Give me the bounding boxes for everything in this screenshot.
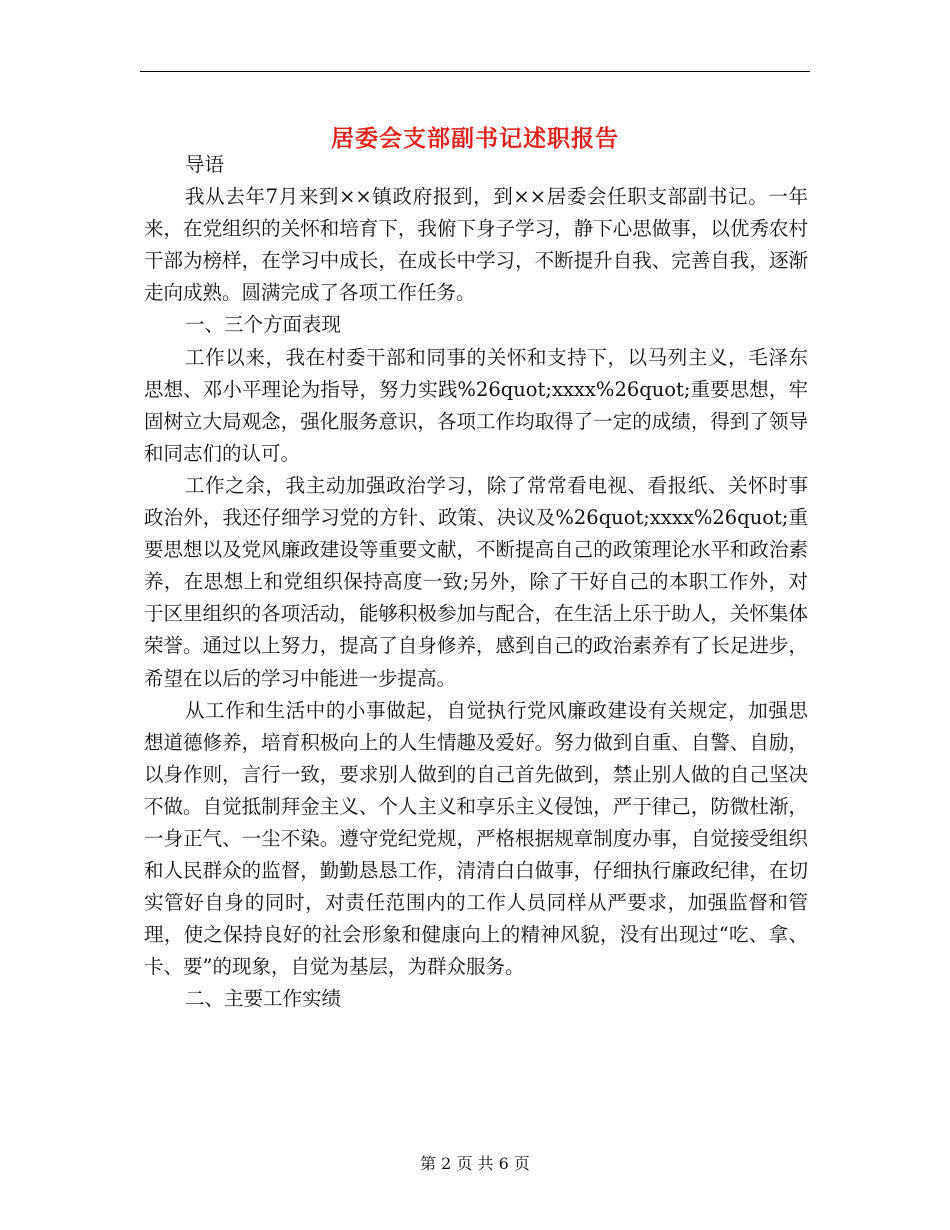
paragraph-integrity: 从工作和生活中的小事做起，自觉执行党风廉政建设有关规定，加强思想道德修养，培育积极向上的人生情趣及爱好。努力做到自重、自警、自励，以身作则，言行一致，要求别人做到的自己首先做到，禁止别人做的自己坚决不做。自觉抵制拜金主义、个人主义和享乐主义侵蚀，严于律己，防微杜渐，一身正气、一尘不染。遵守党纪党规，严格根据规章制度办事，自觉接受组织和人民群众的监督，勤勤恳恳工作，清清白白做事，仔细执行廉政纪律，在切实管好自身的同时，对责任范围内的工作人员同样从严要求，加强监督和管理，使之保持良好的社会形象和健康向上的精神风貌，没有出现过“吃、拿、卡、要”的现象，自觉为基层，为群众服务。 [144, 698, 808, 979]
paragraph-intro-label: 导语 [185, 153, 225, 176]
paragraph-work-guidance: 工作以来，我在村委干部和同事的关怀和支持下，以马列主义，毛泽东思想、邓小平理论为指导，努力实践%26quot;xxxx%26quot;重要思想，牢固树立大局观念，强化服务意识，各项工作均取得了一定的成绩，得到了领导和同志们的认可。 [144, 345, 808, 465]
page-number: 第 2 页 共 6 页 [420, 1154, 530, 1173]
paragraph-political-study: 工作之余，我主动加强政治学习，除了常常看电视、看报纸、关怀时事政治外，我还仔细学习党的方针、政策、决议及%26quot;xxxx%26quot;重要思想以及党风廉政建设等重要文献，不断提高自己的政策理论水平和政治素养，在思想上和党组织保持高度一致;另外，除了干好自己的本职工作外，对于区里组织的各项活动，能够积极参加与配合，在生活上乐于助人，关怀集体荣誉。通过以上努力，提高了自身修养，感到自己的政治素养有了长足进步，希望在以后的学习中能进一步提高。 [144, 473, 808, 690]
section-heading-1: 一、三个方面表现 [185, 313, 342, 337]
section-heading-2: 二、主要工作实绩 [185, 987, 342, 1011]
header-rule [140, 71, 810, 72]
document-title: 居委会支部副书记述职报告 [331, 125, 619, 153]
document-body [144, 149, 808, 1016]
paragraph-intro: 我从去年7月来到××镇政府报到，到××居委会任职支部副书记。一年来，在党组织的关怀和培育下，我俯下身子学习，静下心思做事，以优秀农村干部为榜样，在学习中成长，在成长中学习，不断提升自我、完善自我，逐渐走向成熟。圆满完成了各项工作任务。 [144, 185, 808, 305]
